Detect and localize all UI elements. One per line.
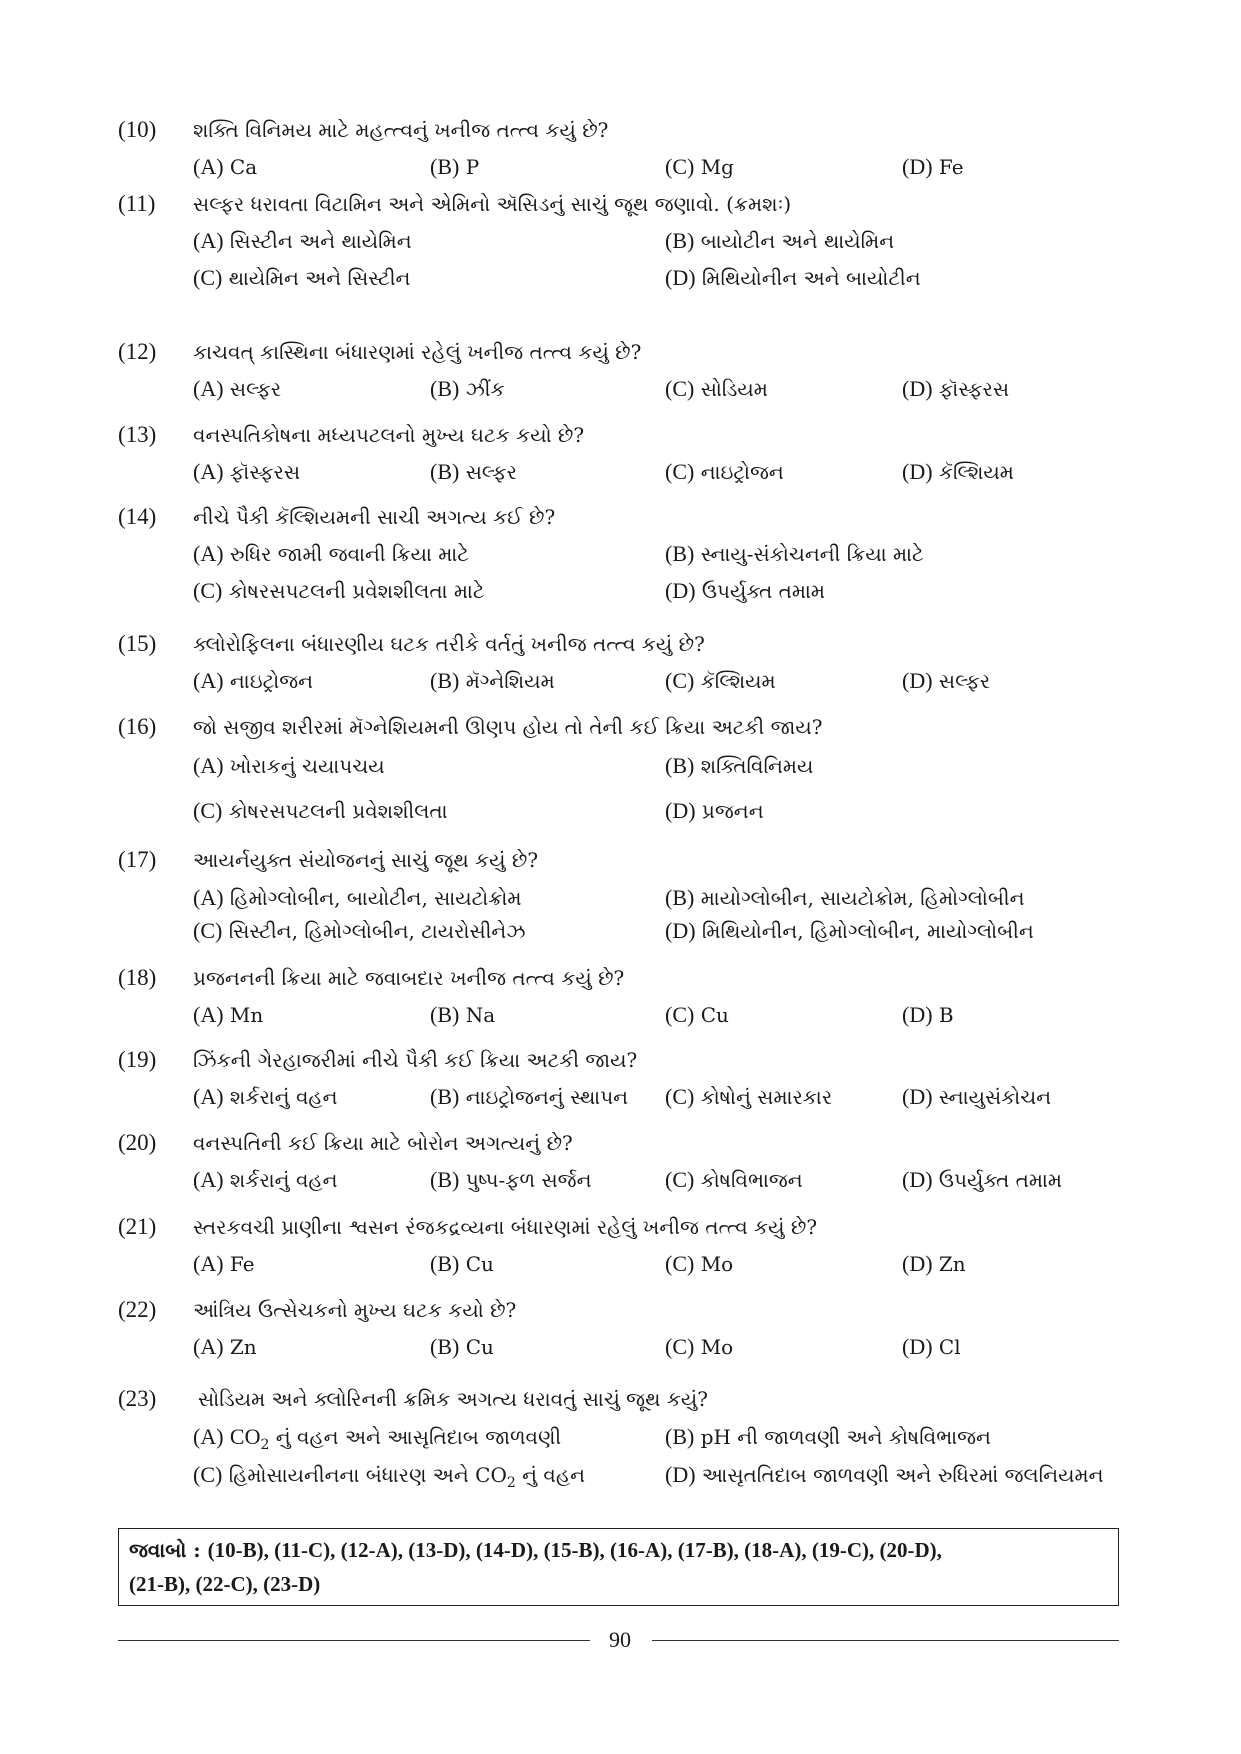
- option-a: (A) નાઇટ્રોજન: [193, 668, 314, 693]
- question-text: નીચે પૈકી કૅલ્શિયમની સાચી અગત્ય કઈ છે?: [193, 505, 556, 529]
- question-number: (17): [118, 847, 157, 872]
- question-19: [118, 1043, 1128, 1109]
- question-number: (11): [118, 191, 156, 216]
- option-d: (D) આસૃતતિદાબ જાળવણી અને રુધિરમાં જલનિયમન: [665, 1462, 1104, 1487]
- option-a: (A) રુધિર જામી જવાની ક્રિયા માટે: [193, 541, 469, 566]
- option-b: (B) ઝીંક: [430, 376, 505, 401]
- option-b: (B) નાઇટ્રોજનનું સ્થાપન: [430, 1084, 629, 1109]
- option-c: (C) કૅલ્શિયમ: [665, 668, 776, 693]
- option-a: (A) ફૉસ્ફરસ: [193, 459, 301, 484]
- option-c: (C) કોષોનું સમારકાર: [665, 1084, 833, 1109]
- question-number: (20): [118, 1130, 157, 1155]
- question-15: [118, 627, 1128, 693]
- option-c: (C) સોડિયમ: [665, 376, 768, 401]
- option-a: (A) શર્કરાનું વહન: [193, 1167, 338, 1192]
- option-a: (A) $CO_2$ નું વહન અને આસૃતિદાબ જાળવણી: [193, 1424, 562, 1453]
- question-17: [118, 843, 1128, 943]
- answer-key-box: [118, 1528, 1119, 1606]
- option-d: (D) Fe: [902, 154, 964, 179]
- option-c: (C) કોષરસપટલની પ્રવેશશીલતા: [193, 798, 448, 823]
- option-a: (A) Fe: [193, 1251, 255, 1276]
- option-d: (D) ઉપર્યુક્ત તમામ: [665, 578, 826, 603]
- option-c: (C) Cu: [665, 1002, 729, 1027]
- page-number: 90: [609, 1627, 631, 1652]
- question-14: [118, 500, 1128, 603]
- option-c: (C) Mg: [665, 154, 734, 179]
- question-text: આયર્નયુક્ત સંયોજનનું સાચું જૂથ કયું છે?: [193, 848, 539, 872]
- answer-key-label: જવાબો :: [129, 1538, 201, 1562]
- option-b: (B) સલ્ફર: [430, 459, 517, 484]
- option-d: (D) ફૉસ્ફરસ: [902, 376, 1010, 401]
- question-text: સોડિયમ અને ક્લોરિનની ક્રમિક અગત્ય ધરાવતું સાચું જૂથ કયું?: [198, 1387, 709, 1411]
- option-b: (B) Cu: [430, 1334, 494, 1359]
- option-a: (A) Zn: [193, 1334, 257, 1359]
- option-d: (D) સલ્ફર: [902, 668, 991, 693]
- question-20: [118, 1126, 1128, 1192]
- answer-key-line-2: (21-B), (22-C), (23-D): [129, 1572, 321, 1596]
- question-number: (21): [118, 1214, 157, 1239]
- footer-rule-right: [652, 1640, 1119, 1641]
- option-b: (B) Cu: [430, 1251, 494, 1276]
- option-a: (A) શર્કરાનું વહન: [193, 1084, 338, 1109]
- option-d: (D) પ્રજનન: [665, 798, 764, 823]
- question-text: શક્તિ વિનિમય માટે મહત્ત્વનું ખનીજ તત્ત્વ કયું છે?: [193, 118, 609, 142]
- question-text: ઝિંકની ગેરહાજરીમાં નીચે પૈકી કઈ ક્રિયા અટકી જાય?: [193, 1048, 638, 1072]
- question-number: (14): [118, 504, 157, 529]
- option-b: (B) સ્નાયુ-સંકોચનની ક્રિયા માટે: [665, 541, 924, 566]
- option-c: (C) Mo: [665, 1251, 734, 1276]
- question-text: વનસ્પતિકોષના મધ્યપટલનો મુખ્ય ઘટક કયો છે?: [193, 423, 585, 447]
- question-21: [118, 1210, 1128, 1276]
- option-a: (A) ખોરાકનું ચયાપચય: [193, 753, 385, 778]
- option-d: (D) મિથિયોનીન, હિમોગ્લોબીન, માયોગ્લોબીન: [665, 918, 1034, 943]
- question-number: (19): [118, 1047, 157, 1072]
- question-22: [118, 1293, 1128, 1359]
- question-10: [118, 113, 1128, 179]
- option-c: (C) થાયેમિન અને સિસ્ટીન: [193, 265, 411, 290]
- question-text: ક્લોરોફિલના બંધારણીય ઘટક તરીકે વર્તતું ખનીજ તત્ત્વ કયું છે?: [193, 632, 705, 656]
- option-b: (B) Na: [430, 1002, 496, 1027]
- option-d: (D) Cl: [902, 1334, 961, 1359]
- option-a: (A) હિમોગ્લોબીન, બાયોટીન, સાયટોક્રોમ: [193, 885, 522, 910]
- question-number: (16): [118, 714, 157, 739]
- option-b: (B) માયોગ્લોબીન, સાયટોક્રોમ, હિમોગ્લોબીન: [665, 885, 1025, 910]
- question-12: [118, 335, 1128, 401]
- question-11: [118, 187, 1128, 290]
- option-b: (B) પુષ્પ-ફળ સર્જન: [430, 1167, 592, 1192]
- question-number: (23): [118, 1386, 157, 1411]
- question-number: (15): [118, 631, 157, 656]
- option-d: (D) કૅલ્શિયમ: [902, 459, 1014, 484]
- option-a: (A) Mn: [193, 1002, 264, 1027]
- option-a: (A) સલ્ફર: [193, 376, 282, 401]
- option-b: (B) શક્તિવિનિમય: [665, 753, 814, 778]
- question-number: (13): [118, 422, 157, 447]
- question-13: [118, 418, 1128, 484]
- question-text: સ્તરકવચી પ્રાણીના શ્વસન રંજકદ્રવ્યના બંધારણમાં રહેલું ખનીજ તત્ત્વ કયું છે?: [193, 1215, 818, 1239]
- option-d: (D) સ્નાયુસંકોચન: [902, 1084, 1052, 1109]
- option-c: (C) સિસ્ટીન, હિમોગ્લોબીન, ટાયરોસીનેઝ: [193, 918, 526, 943]
- question-text: વનસ્પતિની કઈ ક્રિયા માટે બોરોન અગત્યનું છે?: [193, 1131, 573, 1155]
- question-text: સલ્ફર ધરાવતા વિટામિન અને એમિનો ઍસિડનું સાચું જૂથ જણાવો. (ક્રમશઃ): [193, 192, 792, 216]
- option-d: (D) Zn: [902, 1251, 966, 1276]
- option-a: (A) Ca: [193, 154, 258, 179]
- option-d: (D) મિથિયોનીન અને બાયોટીન: [665, 265, 921, 290]
- option-c: (C) Mo: [665, 1334, 734, 1359]
- option-b: (B) pH ની જાળવણી અને કોષવિભાજન: [665, 1424, 991, 1449]
- option-c: (C) કોષવિભાજન: [665, 1167, 803, 1192]
- question-number: (10): [118, 117, 157, 142]
- option-d: (D) B: [902, 1002, 954, 1027]
- question-text: આંત્રિય ઉત્સેચકનો મુખ્ય ઘટક કયો છે?: [193, 1298, 517, 1322]
- question-23: [118, 1382, 1128, 1491]
- question-number: (18): [118, 965, 157, 990]
- option-b: (B) બાયોટીન અને થાયેમિન: [665, 228, 895, 253]
- option-a: (A) સિસ્ટીન અને થાયેમિન: [193, 228, 412, 253]
- question-18: [118, 961, 1128, 1027]
- option-c: (C) નાઇટ્રોજન: [665, 459, 784, 484]
- question-16: [118, 710, 1128, 823]
- question-number: (12): [118, 339, 157, 364]
- option-b: (B) મૅગ્નેશિયમ: [430, 668, 555, 693]
- question-text: પ્રજનનની ક્રિયા માટે જવાબદાર ખનીજ તત્ત્વ કયું છે?: [193, 966, 625, 990]
- option-c: (C) કોષરસપટલની પ્રવેશશીલતા માટે: [193, 578, 485, 603]
- question-text: જો સજીવ શરીરમાં મૅગ્નેશિયમની ઊણપ હોય તો તેની કઈ ક્રિયા અટકી જાય?: [193, 715, 823, 739]
- option-d: (D) ઉપર્યુક્ત તમામ: [902, 1167, 1063, 1192]
- question-number: (22): [118, 1297, 157, 1322]
- option-b: (B) P: [430, 154, 480, 179]
- question-text: કાચવત્ કાસ્થિના બંધારણમાં રહેલું ખનીજ તત્ત્વ કયું છે?: [193, 340, 642, 364]
- footer-rule-left: [118, 1640, 590, 1641]
- answer-key-line-1: જવાબો : (10-B), (11-C), (12-A), (13-D), (14-D), (15-B), (16-A), (17-B), (18-A), (19-C), (20-D),: [129, 1538, 942, 1562]
- option-c: (C) હિમોસાયનીનના બંધારણ અને $CO_2$ નું વહન: [193, 1462, 585, 1491]
